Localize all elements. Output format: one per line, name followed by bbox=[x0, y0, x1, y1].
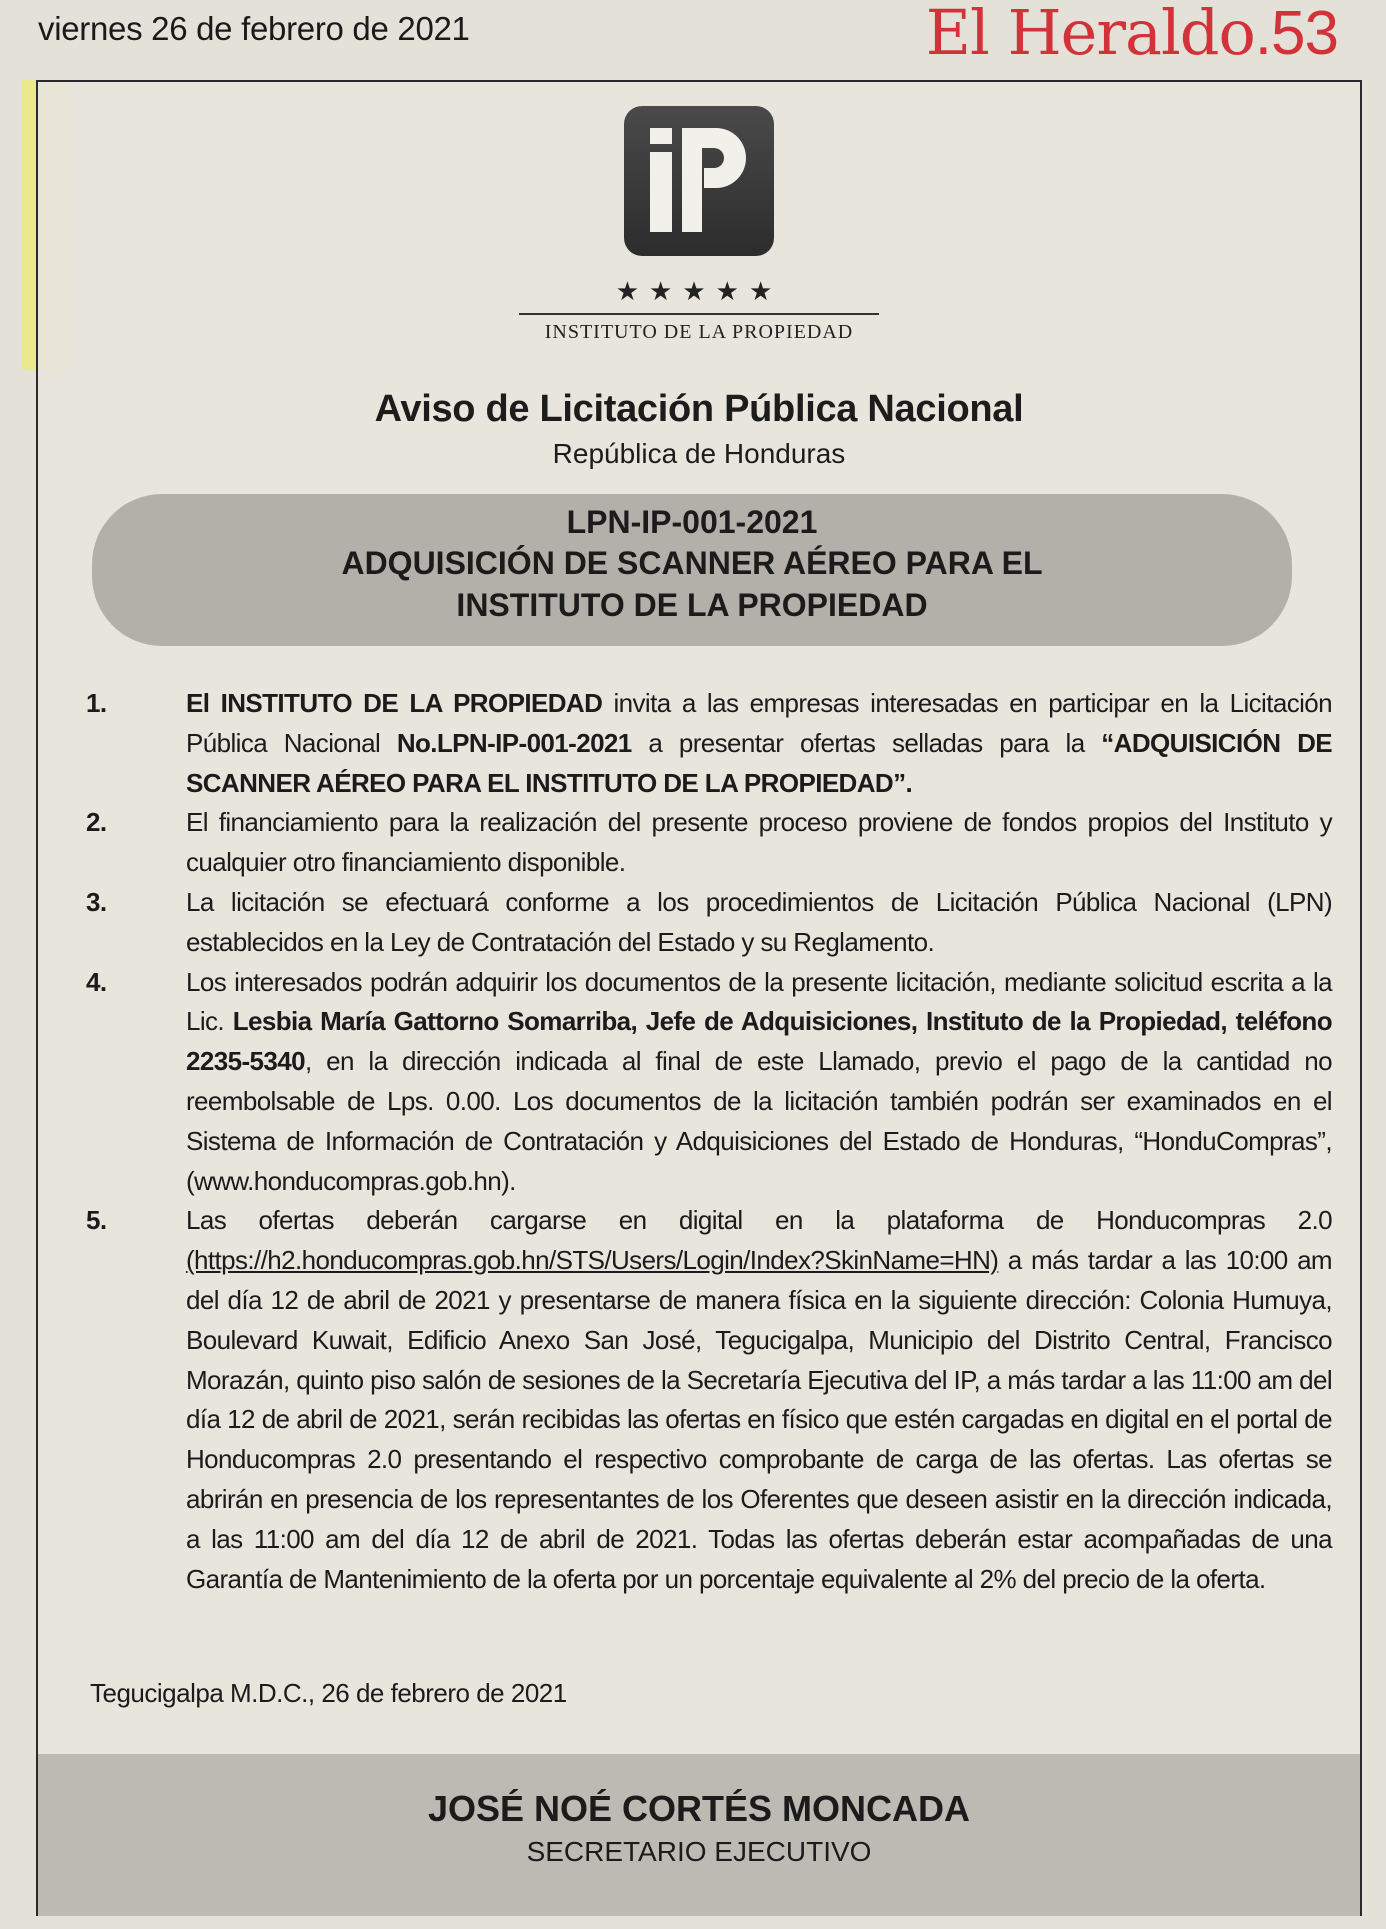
tender-name-line-2: INSTITUTO DE LA PROPIEDAD bbox=[456, 587, 928, 623]
signature-block bbox=[38, 1754, 1360, 1916]
item-number: 5. bbox=[86, 1205, 107, 1236]
notice-subtitle: República de Honduras bbox=[552, 438, 846, 469]
tender-number-bold: No.LPN-IP-001-2021 bbox=[396, 727, 632, 758]
brand-name: El Heraldo bbox=[925, 0, 1255, 69]
item-text: Las ofertas deberán cargarse en digital en la plataforma de Honducompras 2.0 bbox=[186, 1205, 1332, 1236]
list-item bbox=[86, 1201, 1332, 1599]
list-item bbox=[86, 684, 1332, 803]
contact-bold: Lesbia María Gattorno Somarriba, Jefe de Adquisiciones, Instituto de la Propiedad, teléfono 2235-5340 bbox=[186, 1006, 1332, 1077]
item-text: , en la dirección indicada al final de este Llamado, previo el pago de la cantidad no reembolsable de Lps. 0.00. Los documentos de la licitación también podrán ser examinados en el Sistema de Información de Contratación y Adquisiciones del Estado de Honduras, “HonduCompras”, (www.honducompras.gob.hn). bbox=[186, 1046, 1332, 1196]
notice-items bbox=[86, 684, 1332, 1599]
stars-icon: ★★★★★ bbox=[615, 277, 783, 307]
newspaper-masthead bbox=[0, 0, 1386, 78]
signatory-role: SECRETARIO EJECUTIVO bbox=[526, 1836, 872, 1867]
item-number: 4. bbox=[86, 966, 107, 997]
tender-name-line-1: ADQUISICIÓN DE SCANNER AÉREO PARA EL bbox=[341, 545, 1043, 581]
newspaper-brand bbox=[926, 0, 1338, 69]
item-text: Los interesados podrán adquirir los documentos de la presente licitación, mediante solicitud escrita a la Lic. bbox=[186, 966, 1332, 1037]
page-number: .53 bbox=[1254, 0, 1338, 68]
tender-object-bold: “ADQUISICIÓN DE SCANNER AÉREO PARA EL INSTITUTO DE LA PROPIEDAD”. bbox=[186, 727, 1333, 798]
item-number: 2. bbox=[86, 807, 107, 838]
list-item bbox=[86, 803, 1332, 883]
publication-date: viernes 26 de febrero de 2021 bbox=[38, 10, 470, 47]
honducompras-link[interactable]: (https://h2.honducompras.gob.hn/STS/Users/Login/Index?SkinName=HN) bbox=[186, 1245, 999, 1276]
place-and-date: Tegucigalpa M.D.C., 26 de febrero de 2021 bbox=[90, 1678, 567, 1708]
list-item bbox=[86, 883, 1332, 963]
notice-title: Aviso de Licitación Pública Nacional bbox=[374, 388, 1024, 430]
item-text: La licitación se efectuará conforme a los procedimientos de Licitación Pública Nacional (LPN) establecidos en la Ley de Contratación del Estado y su Reglamento. bbox=[186, 886, 1332, 957]
institution-bold: El INSTITUTO DE LA PROPIEDAD bbox=[186, 688, 603, 718]
item-text: invita a las empresas interesadas en participar en la Licitación Pública Nacional bbox=[186, 688, 1332, 758]
ip-logo-icon bbox=[624, 106, 774, 256]
item-text: El financiamiento para la realización del presente proceso proviene de fondos propios del Instituto y cualquier otro financiamiento disponible. bbox=[186, 807, 1332, 878]
item-number: 3. bbox=[86, 886, 107, 917]
item-text: a más tardar a las 10:00 am del día 12 de abril de 2021 y presentarse de manera física en la siguiente dirección: Colonia Humuya, Boulevard Kuwait, Edificio Anexo San José, Tegucigalpa, Municipio del Distrito Central, Francisco Morazán, quinto piso salón de sesiones de la Secretaría Ejecutiva del IP, a más tardar a las 11:00 am del día 12 de abril de 2021, serán recibidas las ofertas en físico que estén cargadas en digital en el portal de Honducompras 2.0 presentando el respectivo comprobante de carga de las ofertas. Las ofertas se abrirán en presencia de los representantes de los Oferentes que deseen asistir en la dirección indicada, a las 11:00 am del día 12 de abril de 2021. Todas las ofertas deberán estar acompañadas de una Garantía de Mantenimiento de la oferta por un porcentaje equivalente al 2% del precio de la oferta. bbox=[186, 1245, 1332, 1594]
tender-banner bbox=[92, 494, 1292, 646]
tender-notice bbox=[36, 80, 1362, 1916]
logo-divider bbox=[519, 313, 879, 315]
institution-logo bbox=[38, 106, 1360, 344]
signatory-name: JOSÉ NOÉ CORTÉS MONCADA bbox=[427, 1788, 971, 1829]
tender-code: LPN-IP-001-2021 bbox=[566, 504, 818, 540]
institution-name: INSTITUTO DE LA PROPIEDAD bbox=[544, 321, 854, 343]
list-item bbox=[86, 963, 1332, 1202]
item-text: a presentar ofertas selladas para la bbox=[631, 727, 1102, 758]
item-number: 1. bbox=[86, 688, 107, 718]
